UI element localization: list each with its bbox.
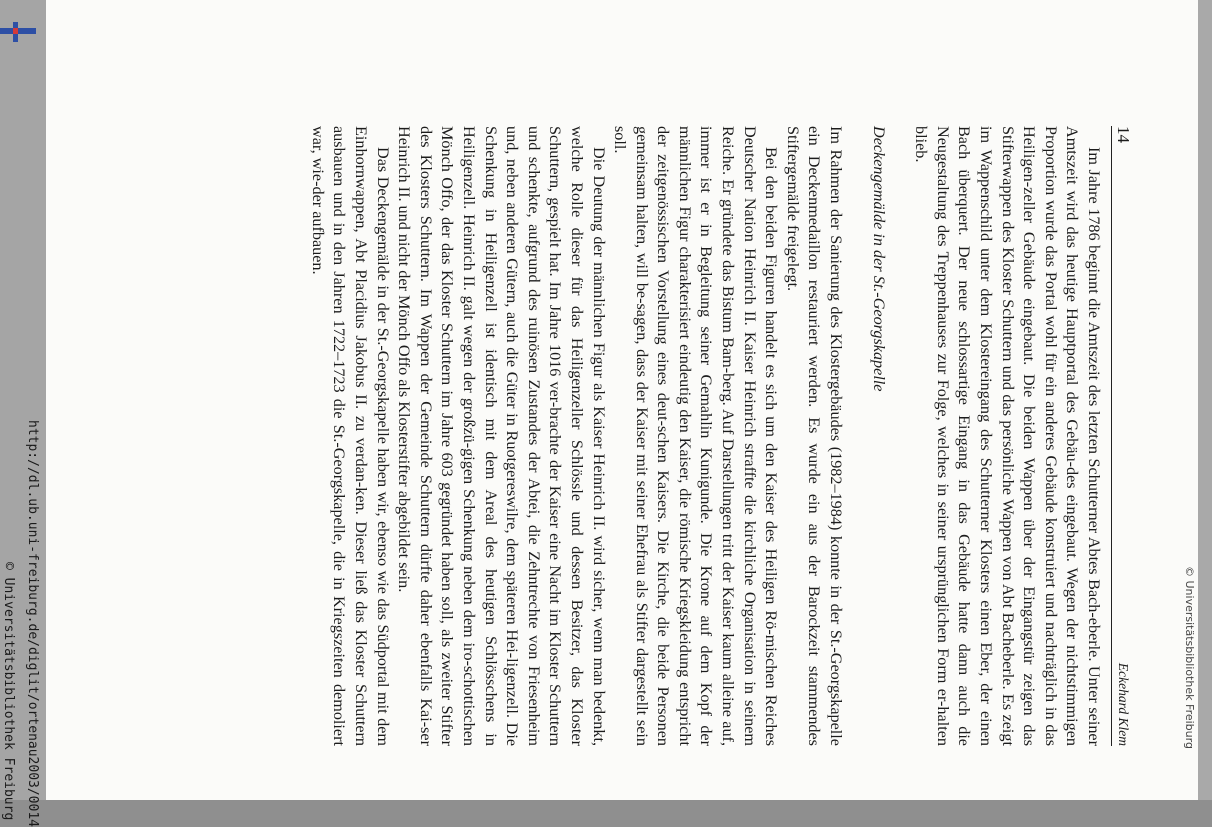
section-heading: Deckengemälde in der St.-Georgskapelle — [869, 126, 888, 392]
intro-paragraph: Im Jahre 1786 beginnt die Amtszeit des letzten Schutterner Abtes Bach-eberle. Unter seiner Amtszeit wird das heutige Hauptportal des Gebäu-des eingebaut. Wegen der nichtstimmigen Proportion wurde das Portal wohl für ein anderes Gebäude konstruiert und nachträglich in das Heiligen-zeller Gebäude eingebaut. Die beiden Wappen über der Eingangstür zeigen das Stifterwappen des Kloster Schuttern und das persönliche Wappen von Abt Bacheberle. Es zeigt im Wappenschild unter dem Klostereingang des Schutterner Klosters einen Eber, der einen Bach überquert. Der neue schlossartige Eingang in das Gebäude hatte dann auch die Neugestaltung des Treppenhauses zur Folge, welches in seiner ursprünglichen Form er-halten blieb. — [912, 126, 1103, 746]
document-page — [46, 0, 1198, 800]
rotated-page-content — [174, 126, 1134, 746]
body-paragraph: Bei den beiden Figuren handelt es sich um den Kaiser des Heiligen Rö-mischen Reiches Deutscher Nation Heinrich II. Kaiser Heinrich straffte die kirchliche Organisation in seinem Reiche. Er gründete das Bistum Bam-berg. Auf Darstellungen tritt der Kaiser kaum alleine auf, immer ist er in Begleitung seiner Gemahlin Kunigunde. Die Krone auf dem Kopf der männlichen Figur charakterisiert eindeutig den Kaiser, die römische Kriegskleidung entspricht der zeitgenössischen Vorstellung eines deut-schen Kaisers. Die Kirche, die beide Personen gemeinsam halten, will be-sagen, dass der Kaiser mit seiner Ehefrau als Stifter dargestellt sein soll. — [611, 126, 781, 746]
body-paragraph: Im Rahmen der Sanierung des Klostergebäudes (1982–1984) konnte in der St.-Georgskapelle ein Deckenmedaillon restauriert werden. Es wurde ein aus der Barockzeit stammendes Stiftergemälde freigelegt. — [783, 126, 846, 746]
body-paragraph: Die Deutung der männlichen Figur als Kaiser Heinrich II. wird sicher, wenn man bedenkt, welche Rolle dieser für das Heiligenzeller Schlössle und dessen Besitzer, das Kloster Schuttern, gespielt hat. Im Jahre 1016 ver-brachte der Kaiser eine Nacht im Kloster Schuttern und schenkte, aufgrund des ruinösen Zustandes der Abtei, die Zehntrechte von Friesenheim und, neben anderen Gütern, auch die Güter in Ruotgereswilre, dem späteren Hei-ligenzell. Die Schenkung in Heiligenzell ist identisch mit dem Areal des heutigen Schlösschens in Heiligenzell. Heinrich II. galt wegen der großzü-gigen Schenkung neben dem iro-schottischen Mönch Offo, der das Kloster Schuttern im Jahre 603 gegründet haben soll, als zweiter Stifter des Klosters Schuttern. Im Wappen der Gemeinde Schuttern dürfte daher ebenfalls Kai-ser Heinrich II. und nicht der Mönch Offo als Klosterstifter abgebildet sein. — [395, 126, 608, 746]
left-scan-margin — [0, 0, 46, 827]
right-scan-margin — [1198, 0, 1212, 800]
body-paragraph: Das Deckengemälde in der St.-Georgskapelle haben wir, ebenso wie das Südportal mit dem Einhornwappen, Abt Placidius Jakobus II. zu verdan-ken. Dieser ließ das Kloster Schuttern ausbauen und in den Jahren 1722–1723 die St.-Georgskapelle, die in Kriegszeiten demoliert war, wie-der aufbauen. — [308, 126, 392, 746]
watermark-text: © Universitätsbibliothek Freiburg — [1183, 566, 1196, 749]
source-url: http://dl.ub.uni-freiburg.de/diglit/ortenau2003/0014 — [25, 420, 40, 827]
copyright-notice: © Universitätsbibliothek Freiburg — [1, 562, 16, 821]
scan-registration-marker-icon — [0, 22, 36, 42]
page-number: 14 — [1113, 126, 1133, 143]
running-author: Eckehard Klem — [1115, 662, 1131, 746]
running-header — [1111, 126, 1134, 746]
